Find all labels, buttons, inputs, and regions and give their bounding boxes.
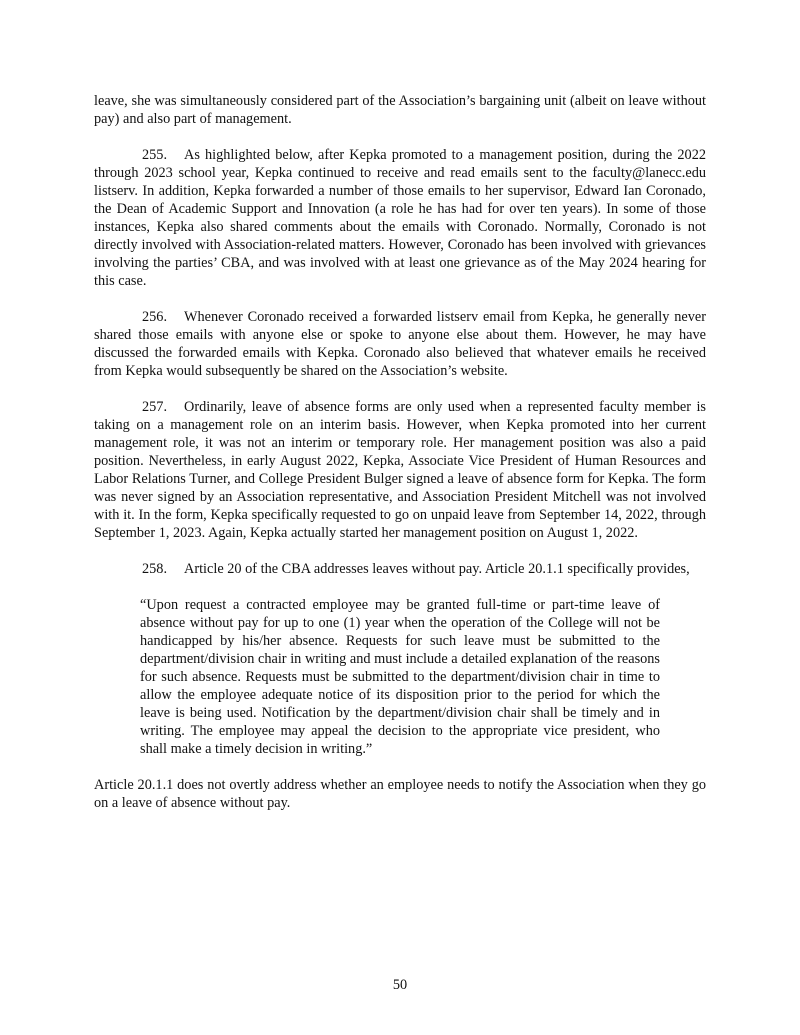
paragraph-text: Ordinarily, leave of absence forms are only used when a represented faculty member is taking on a management role on an interim basis. However, when Kepka promoted into her current management role, it was not an interim or temporary role. Her management position was also a paid position. Nevertheless, in early August 2022, Kepka, Associate Vice President of Human Resources and Labor Relations Turner, and College President Bulger signed a leave of absence form for Kepka. The form was never signed by an Association representative, and Association President Mitchell was not involved with it. In the form, Kepka specifically requested to go on unpaid leave from September 14, 2022, through September 1, 2023. Again, Kepka actually started her management position on August 1, 2022. <box>94 399 706 541</box>
paragraph-258 <box>94 560 706 578</box>
document-page <box>94 92 706 812</box>
page-number: 50 <box>392 977 408 993</box>
closing-paragraph: Article 20.1.1 does not overtly address whether an employee needs to notify the Association when they go on a leave of absence without pay. <box>94 777 706 811</box>
paragraph-number: 256. <box>142 309 168 325</box>
paragraph-257 <box>94 398 706 542</box>
paragraph-256 <box>94 308 706 380</box>
carryover-paragraph: leave, she was simultaneously considered part of the Association’s bargaining unit (albeit on leave without pay) and also part of management. <box>94 93 706 127</box>
paragraph-text: Article 20 of the CBA addresses leaves without pay. Article 20.1.1 specifically provides, <box>184 561 690 577</box>
article-block-quote: “Upon request a contracted employee may be granted full-time or part-time leave of absence without pay for up to one (1) year when the operation of the College will not be handicapped by his/her absence. Requests for such leave must be submitted to the department/division chair in writing and must include a detailed explanation of the reasons for such absence. Requests must be submitted to the department/division chair in time to allow the employee adequate notice of its disposition prior to the period for which the leave is being used. Notification by the department/division chair shall be timely and in writing. The employee may appeal the decision to the appropriate vice president, who shall make a timely decision in writing.” <box>140 597 660 757</box>
paragraph-text: As highlighted below, after Kepka promoted to a management position, during the 2022 through 2023 school year, Kepka continued to receive and read emails sent to the faculty@lanecc.edu listserv. In addition, Kepka forwarded a number of those emails to her supervisor, Edward Ian Coronado, the Dean of Academic Support and Innovation (a role he has had for over ten years). In some of those instances, Kepka also shared comments about the emails with Coronado. Normally, Coronado is not directly involved with Association-related matters. However, Coronado has been involved with grievances involving the parties’ CBA, and was involved with at least one grievance as of the May 2024 hearing for this case. <box>94 147 706 289</box>
paragraph-255 <box>94 146 706 290</box>
paragraph-number: 257. <box>142 399 168 415</box>
paragraph-number: 255. <box>142 147 168 163</box>
paragraph-number: 258. <box>142 561 168 577</box>
paragraph-text: Whenever Coronado received a forwarded listserv email from Kepka, he generally never shared those emails with anyone else or spoke to anyone else about them. However, he may have discussed the forwarded emails with Kepka. Coronado also believed that whatever emails he received from Kepka would subsequently be shared on the Association’s website. <box>94 309 706 379</box>
